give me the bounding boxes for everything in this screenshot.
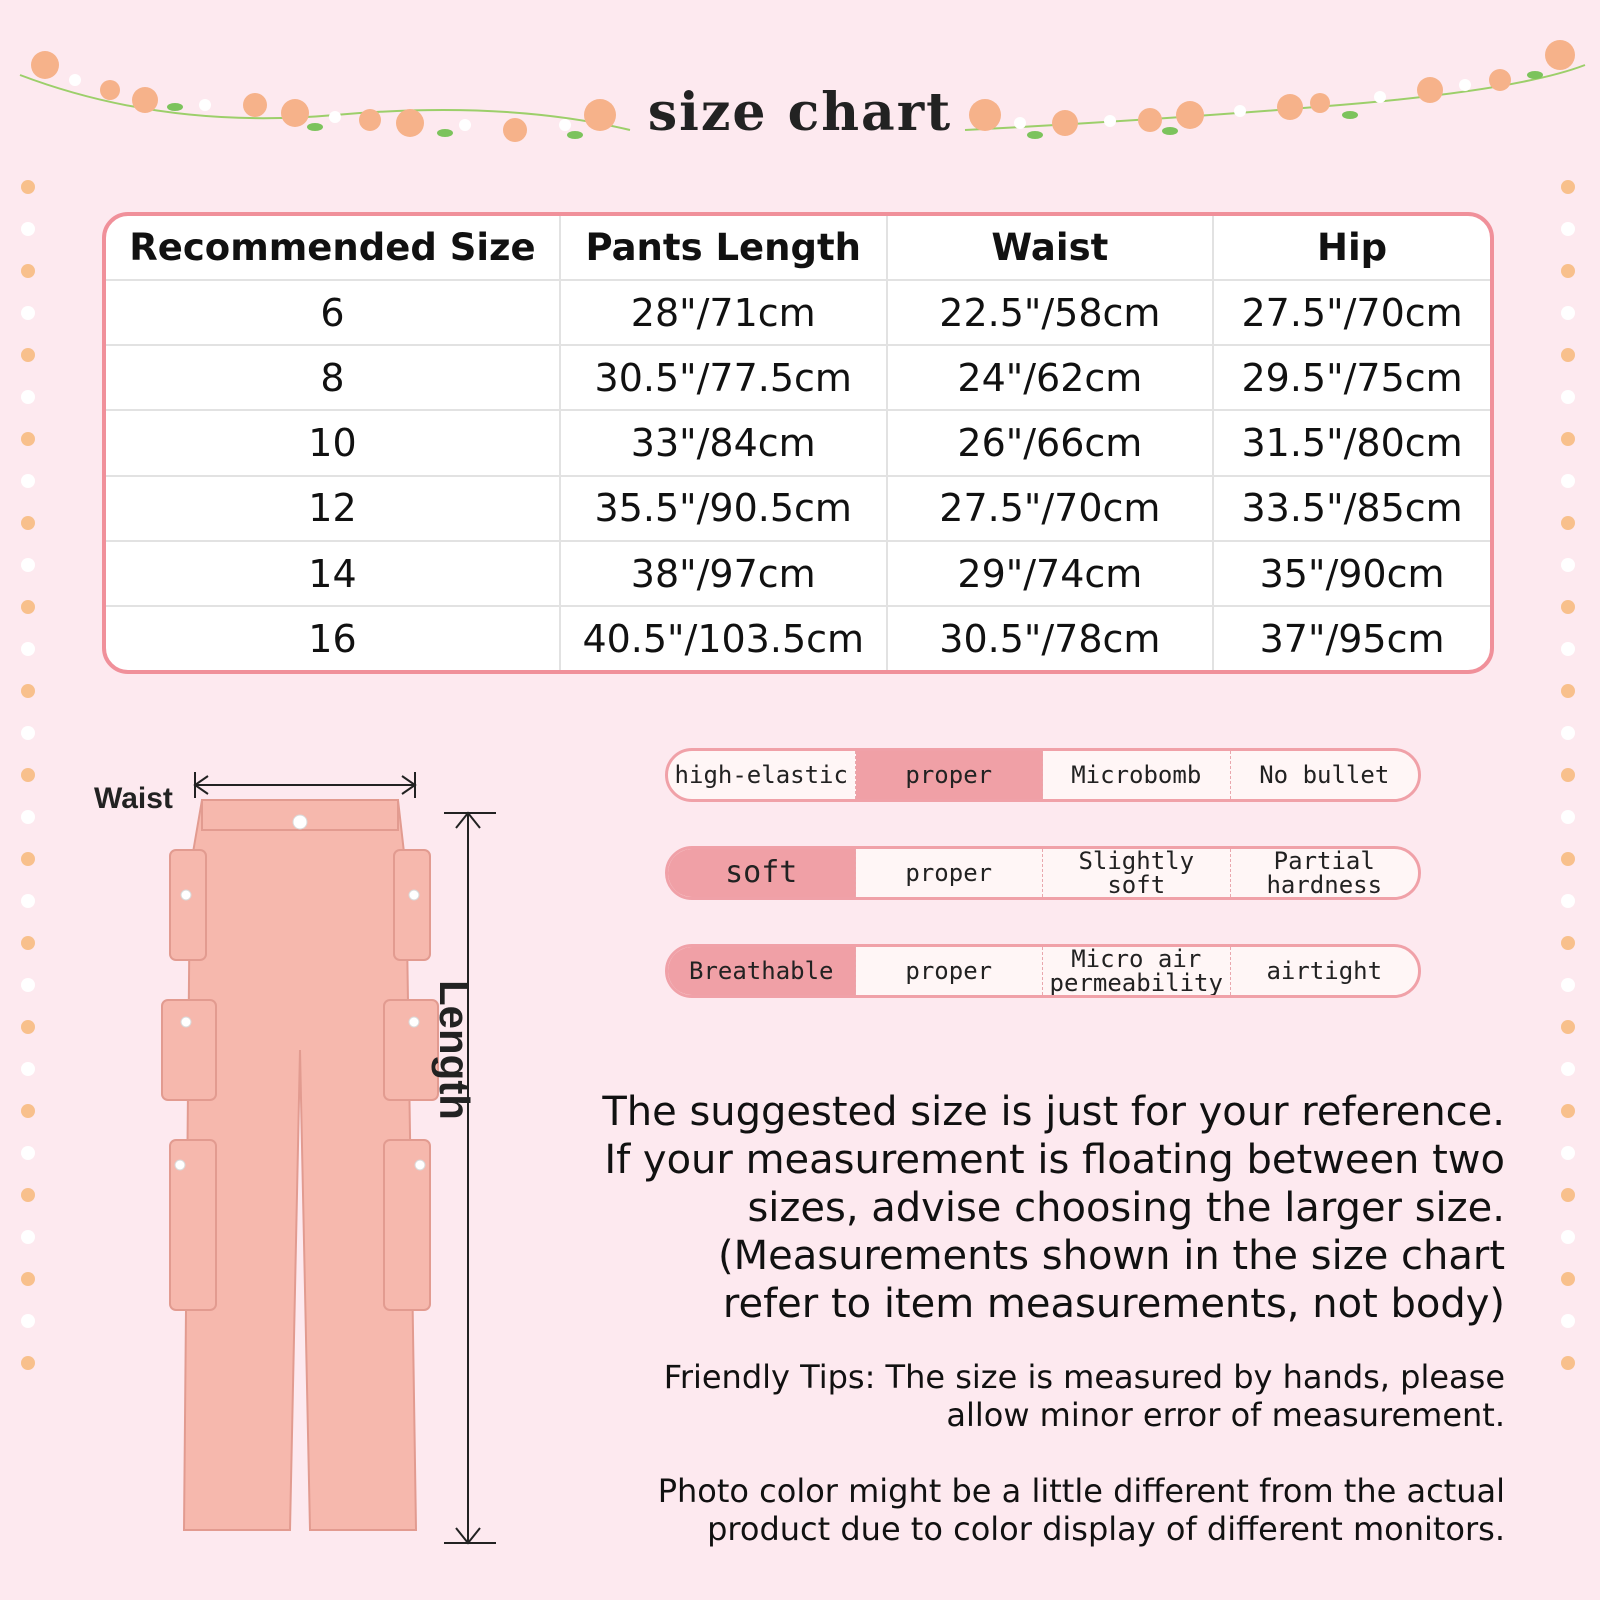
note-line: sizes, advise choosing the larger size.: [747, 1185, 1505, 1231]
pants-illustration: [150, 790, 450, 1550]
size-cell: 8: [106, 345, 560, 410]
border-dot: [21, 768, 35, 782]
waist-label: Waist: [94, 782, 173, 815]
border-dot: [21, 684, 35, 698]
border-dot: [21, 978, 35, 992]
border-dot: [1561, 852, 1575, 866]
border-dot: [21, 306, 35, 320]
border-dot: [1561, 642, 1575, 656]
border-dot: [1561, 558, 1575, 572]
size-reference-note: [530, 1088, 1505, 1328]
table-row: [106, 280, 1490, 345]
border-dot: [21, 852, 35, 866]
border-dot: [21, 936, 35, 950]
breathability-scale: [665, 944, 1421, 998]
border-dot: [1561, 936, 1575, 950]
border-dot: [21, 264, 35, 278]
border-dot: [21, 642, 35, 656]
border-dot: [1561, 810, 1575, 824]
softness-option: proper: [856, 849, 1044, 897]
border-dot: [1561, 474, 1575, 488]
size-cell: 14: [106, 541, 560, 606]
note-line: refer to item measurements, not body): [722, 1281, 1505, 1327]
border-dot: [21, 1104, 35, 1118]
length-cell: 38"/97cm: [560, 541, 887, 606]
border-dot: [21, 558, 35, 572]
header-hip: Hip: [1213, 216, 1490, 280]
hip-cell: 29.5"/75cm: [1213, 345, 1490, 410]
border-dot: [21, 432, 35, 446]
waist-cell: 26"/66cm: [887, 410, 1214, 475]
hip-cell: 27.5"/70cm: [1213, 280, 1490, 345]
friendly-tips: [600, 1358, 1505, 1434]
table-row: [106, 606, 1490, 670]
breathability-option: airtight: [1266, 957, 1383, 985]
border-dot: [1561, 516, 1575, 530]
border-dot: [21, 1272, 35, 1286]
softness-option: Slightly soft: [1043, 849, 1231, 897]
border-dot: [1561, 432, 1575, 446]
tip-line: Friendly Tips: The size is measured by hands, please: [663, 1358, 1505, 1396]
border-dot: [1561, 1146, 1575, 1160]
border-dot: [1561, 1356, 1575, 1370]
breathability-option: proper: [856, 947, 1044, 995]
tip-line: allow minor error of measurement.: [946, 1396, 1505, 1434]
border-dot: [21, 222, 35, 236]
header-waist: Waist: [887, 216, 1214, 280]
border-dot: [1561, 894, 1575, 908]
size-cell: 12: [106, 476, 560, 541]
border-dot: [1561, 1188, 1575, 1202]
border-dot: [21, 516, 35, 530]
border-dot: [21, 1020, 35, 1034]
border-dot: [21, 348, 35, 362]
page-title: size chart: [647, 82, 953, 143]
elasticity-option: high-elastic: [668, 751, 856, 799]
border-dot: [1561, 726, 1575, 740]
border-dot: [1561, 1020, 1575, 1034]
length-cell: 28"/71cm: [560, 280, 887, 345]
waist-cell: 30.5"/78cm: [887, 606, 1214, 670]
border-dot: [1561, 1314, 1575, 1328]
border-dot: [1561, 306, 1575, 320]
border-dot: [21, 1188, 35, 1202]
table-row: [106, 476, 1490, 541]
border-dot: [21, 1314, 35, 1328]
elasticity-scale: [665, 748, 1421, 802]
border-dot: [21, 180, 35, 194]
hip-cell: 33.5"/85cm: [1213, 476, 1490, 541]
left-dot-border: [21, 180, 37, 1398]
border-dot: [1561, 348, 1575, 362]
length-cell: 30.5"/77.5cm: [560, 345, 887, 410]
hip-cell: 35"/90cm: [1213, 541, 1490, 606]
header-recommended-size: Recommended Size: [106, 216, 560, 280]
border-dot: [21, 1356, 35, 1370]
border-dot: [1561, 222, 1575, 236]
table-row: [106, 541, 1490, 606]
border-dot: [21, 726, 35, 740]
length-label: Length: [431, 980, 478, 1120]
border-dot: [1561, 600, 1575, 614]
elasticity-option-selected: proper: [856, 751, 1044, 799]
table-row: [106, 345, 1490, 410]
softness-scale: [665, 846, 1421, 900]
border-dot: [21, 894, 35, 908]
color-note: [600, 1472, 1505, 1548]
border-dot: [21, 600, 35, 614]
waist-cell: 29"/74cm: [887, 541, 1214, 606]
color-note-line: product due to color display of different monitors.: [707, 1510, 1505, 1548]
color-note-line: Photo color might be a little different from the actual: [657, 1472, 1505, 1510]
waist-cell: 22.5"/58cm: [887, 280, 1214, 345]
softness-option: Partial hardness: [1266, 847, 1383, 899]
border-dot: [1561, 180, 1575, 194]
breathability-option: Micro air permeability: [1043, 947, 1231, 995]
length-cell: 40.5"/103.5cm: [560, 606, 887, 670]
note-line: (Measurements shown in the size chart: [717, 1233, 1505, 1279]
border-dot: [1561, 1272, 1575, 1286]
border-dot: [1561, 1230, 1575, 1244]
border-dot: [1561, 684, 1575, 698]
waist-cell: 24"/62cm: [887, 345, 1214, 410]
waist-cell: 27.5"/70cm: [887, 476, 1214, 541]
border-dot: [1561, 978, 1575, 992]
length-arrow: [440, 808, 500, 1548]
border-dot: [1561, 264, 1575, 278]
size-cell: 6: [106, 280, 560, 345]
border-dot: [1561, 1062, 1575, 1076]
border-dot: [21, 1146, 35, 1160]
border-dot: [21, 1230, 35, 1244]
waist-arrow: [190, 770, 420, 800]
right-dot-border: [1561, 180, 1577, 1398]
size-cell: 10: [106, 410, 560, 475]
border-dot: [21, 390, 35, 404]
border-dot: [21, 474, 35, 488]
header-pants-length: Pants Length: [560, 216, 887, 280]
note-line: The suggested size is just for your reference.: [602, 1089, 1505, 1135]
elasticity-option: No bullet: [1259, 761, 1390, 789]
note-line: If your measurement is floating between two: [604, 1137, 1505, 1183]
border-dot: [1561, 390, 1575, 404]
length-cell: 33"/84cm: [560, 410, 887, 475]
length-cell: 35.5"/90.5cm: [560, 476, 887, 541]
elasticity-option: Microbomb: [1043, 751, 1231, 799]
softness-option-selected: soft: [668, 849, 856, 897]
size-table: [102, 212, 1494, 674]
hip-cell: 31.5"/80cm: [1213, 410, 1490, 475]
hip-cell: 37"/95cm: [1259, 616, 1445, 661]
border-dot: [21, 1062, 35, 1076]
table-row: [106, 410, 1490, 475]
breathability-option-selected: Breathable: [668, 947, 856, 995]
border-dot: [1561, 768, 1575, 782]
border-dot: [21, 810, 35, 824]
border-dot: [1561, 1104, 1575, 1118]
size-cell: 16: [106, 606, 560, 670]
